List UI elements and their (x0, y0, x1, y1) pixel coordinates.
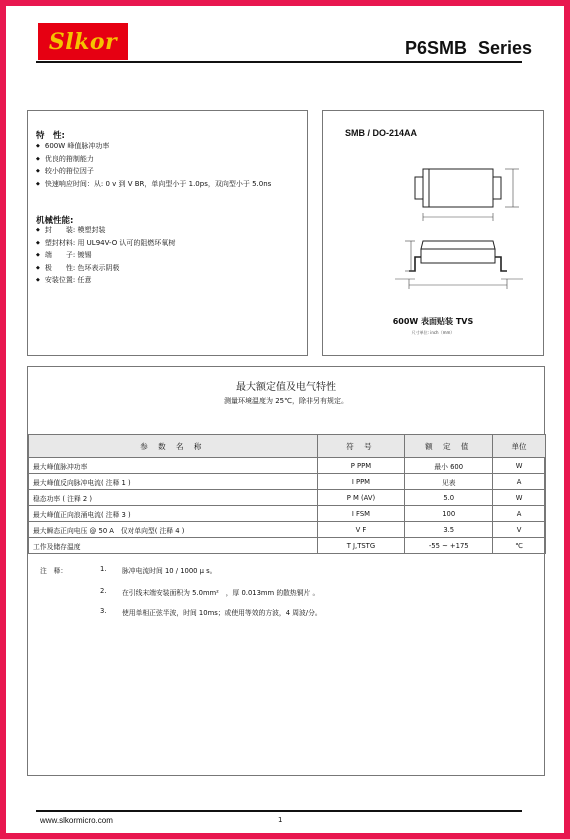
unit-cell: A (493, 506, 546, 522)
param-cell: 最大峰值脉冲功率 (29, 458, 318, 474)
package-caption: 600W 表面贴装 TVS (392, 317, 474, 326)
unit-cell: A (493, 474, 546, 490)
features-panel (27, 110, 308, 356)
features-title: 特 性: (36, 131, 65, 141)
table-row (29, 490, 546, 506)
value-cell: -55 ~ +175 (405, 538, 493, 554)
mechanical-item: ◆ 安装位置: 任意 (36, 274, 175, 287)
column-header: 参 数 名 称 (29, 435, 318, 458)
symbol-cell: I PPM (317, 474, 405, 490)
series-title: P6SMB Series (404, 38, 532, 58)
param-cell: 最大峰值正向浪涌电流( 注释 3 ) (29, 506, 318, 522)
footer-url[interactable]: www.slkormicro.com (40, 816, 113, 825)
footer-rule (36, 810, 522, 812)
symbol-cell: P M (AV) (317, 490, 405, 506)
page-number: 1 (278, 816, 283, 824)
table-row (29, 522, 546, 538)
column-header: 额 定 值 (405, 435, 493, 458)
symbol-cell: T J,TSTG (317, 538, 405, 554)
ratings-panel (27, 366, 545, 776)
feature-item: ◆ 600W 峰值脉冲功率 (36, 140, 271, 153)
note-text: 在引线末端安装面积为 5.0mm² ，厚 0.013mm 的散热铜片 。 (122, 589, 320, 597)
mechanical-item: ◆ 塑封材料: 用 UL94V-O 认可的阻燃环氧树 (36, 237, 175, 250)
value-cell: 见表 (405, 474, 493, 490)
param-cell: 稳态功率 ( 注释 2 ) (29, 490, 318, 506)
param-cell: 最大峰值反向脉冲电流( 注释 1 ) (29, 474, 318, 490)
param-cell: 工作及储存温度 (29, 538, 318, 554)
unit-cell: W (493, 490, 546, 506)
brand-logo (38, 23, 128, 60)
ratings-table (28, 434, 546, 554)
note-text: 使用单相正弦半波，时间 10ms；或使用等效的方波，4 周波/分。 (122, 609, 322, 617)
value-cell: 100 (405, 506, 493, 522)
package-panel (322, 110, 544, 356)
package-unit-note: 尺寸单位: inch（mm） (411, 330, 455, 335)
mechanical-item: ◆ 极 性: 色环表示阴极 (36, 262, 175, 275)
note-text: 脉冲电流时间 10 / 1000 μ s。 (122, 567, 217, 575)
value-cell: 5.0 (405, 490, 493, 506)
value-cell: 3.5 (405, 522, 493, 538)
param-cell: 最大瞬态正向电压 @ 50 A 仅对单向型( 注释 4 ) (29, 522, 318, 538)
table-subtitle: 测量环境温度为 25℃，除非另有规定。 (224, 397, 348, 405)
mechanical-item: ◆ 封 装: 模塑封装 (36, 224, 175, 237)
header-rule (36, 61, 522, 63)
feature-item: ◆ 快速响应时间：从: 0 v 到 V BR，单向型小于 1.0ps，双向型小于 5.0ns (36, 178, 271, 191)
symbol-cell: I FSM (317, 506, 405, 522)
table-row (29, 458, 546, 474)
note-number: 3. (100, 607, 107, 615)
mechanical-list (36, 224, 175, 287)
package-title: SMB / DO-214AA (345, 128, 418, 138)
note-number: 2. (100, 587, 107, 595)
column-header: 符 号 (317, 435, 405, 458)
features-list (36, 140, 271, 190)
unit-cell: W (493, 458, 546, 474)
unit-cell: V (493, 522, 546, 538)
column-header: 单位 (493, 435, 546, 458)
value-cell: 最小 600 (405, 458, 493, 474)
logo-text: Slkor (48, 28, 118, 55)
unit-cell: ℃ (493, 538, 546, 554)
mechanical-item: ◆ 端 子: 镀锡 (36, 249, 175, 262)
symbol-cell: P PPM (317, 458, 405, 474)
table-row (29, 538, 546, 554)
package-outline-drawing (323, 111, 543, 311)
note-number: 1. (100, 565, 107, 573)
symbol-cell: V F (317, 522, 405, 538)
table-title: 最大额定值及电气特性 (236, 382, 336, 393)
table-header-row (29, 435, 546, 458)
feature-item: ◆ 优良的箝制能力 (36, 153, 271, 166)
notes-label: 注 释： (40, 567, 68, 575)
feature-item: ◆ 较小的箝位因子 (36, 165, 271, 178)
table-row (29, 474, 546, 490)
mechanical-title: 机械性能: (36, 216, 74, 226)
table-row (29, 506, 546, 522)
